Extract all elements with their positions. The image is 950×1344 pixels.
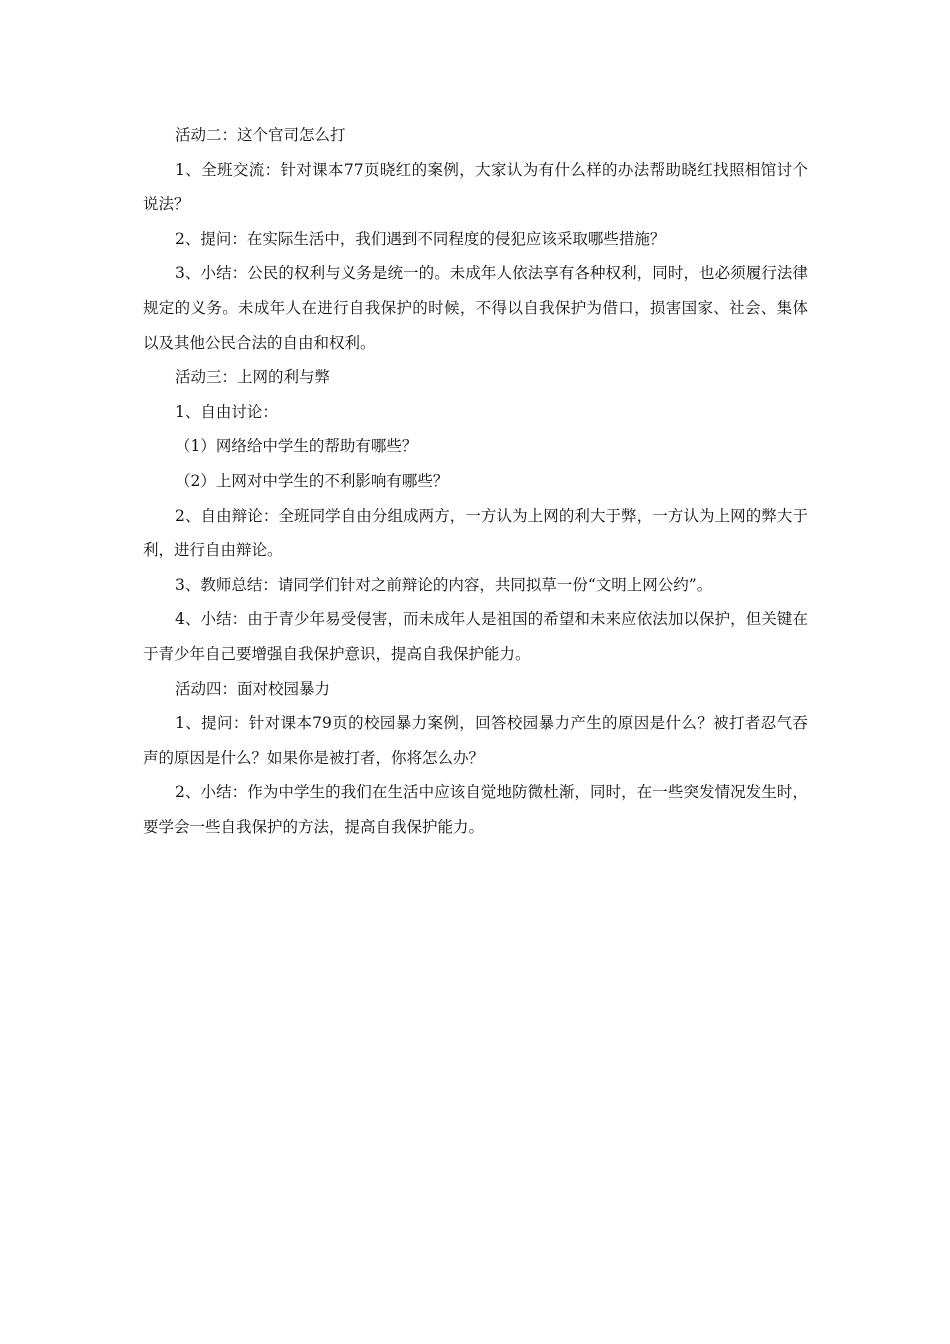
paragraph: 1、全班交流：针对课本77页晓红的案例，大家认为有什么样的办法帮助晓红找照相馆讨个说法？ [143,160,808,214]
sub-question: （1）网络给中学生的帮助有哪些？ [175,437,418,456]
section-heading-activity-3: 活动三：上网的利与弊 [175,368,331,387]
paragraph: 3、小结：公民的权利与义务是统一的。未成年人依法享有各种权利，同时，也必须履行法律规定的义务。未成年人在进行自我保护的时候，不得以自我保护为借口，损害国家、社会、集体以及其他公民合法的自由和权利。 [143,264,808,352]
paragraph: 2、小结：作为中学生的我们在生活中应该自觉地防微杜渐，同时，在一些突发情况发生时，要学会一些自我保护的方法，提高自我保护能力。 [143,783,808,836]
paragraph: 1、提问：针对课本79页的校园暴力案例，回答校园暴力产生的原因是什么？被打者忍气吞声的原因是什么？如果你是被打者，你将怎么办？ [143,714,808,767]
paragraph: 2、自由辩论：全班同学自由分组成两方，一方认为上网的利大于弊，一方认为上网的弊大于利，进行自由辩论。 [143,506,808,560]
paragraph: 1、自由讨论： [175,402,278,421]
document-body [143,118,808,844]
paragraph: 3、教师总结：请同学们针对之前辩论的内容，共同拟草一份“文明上网公约”。 [175,575,713,594]
sub-question: （2）上网对中学生的不利影响有哪些？ [175,471,449,490]
paragraph: 2、提问：在实际生活中，我们遇到不同程度的侵犯应该采取哪些措施？ [175,229,666,248]
section-heading-activity-2: 活动二：这个官司怎么打 [175,126,346,144]
paragraph: 4、小结：由于青少年易受侵害，而未成年人是祖国的希望和未来应依法加以保护，但关键在于青少年自己要增强自我保护意识，提高自我保护能力。 [143,610,808,663]
section-heading-activity-4: 活动四：面对校园暴力 [175,679,331,698]
